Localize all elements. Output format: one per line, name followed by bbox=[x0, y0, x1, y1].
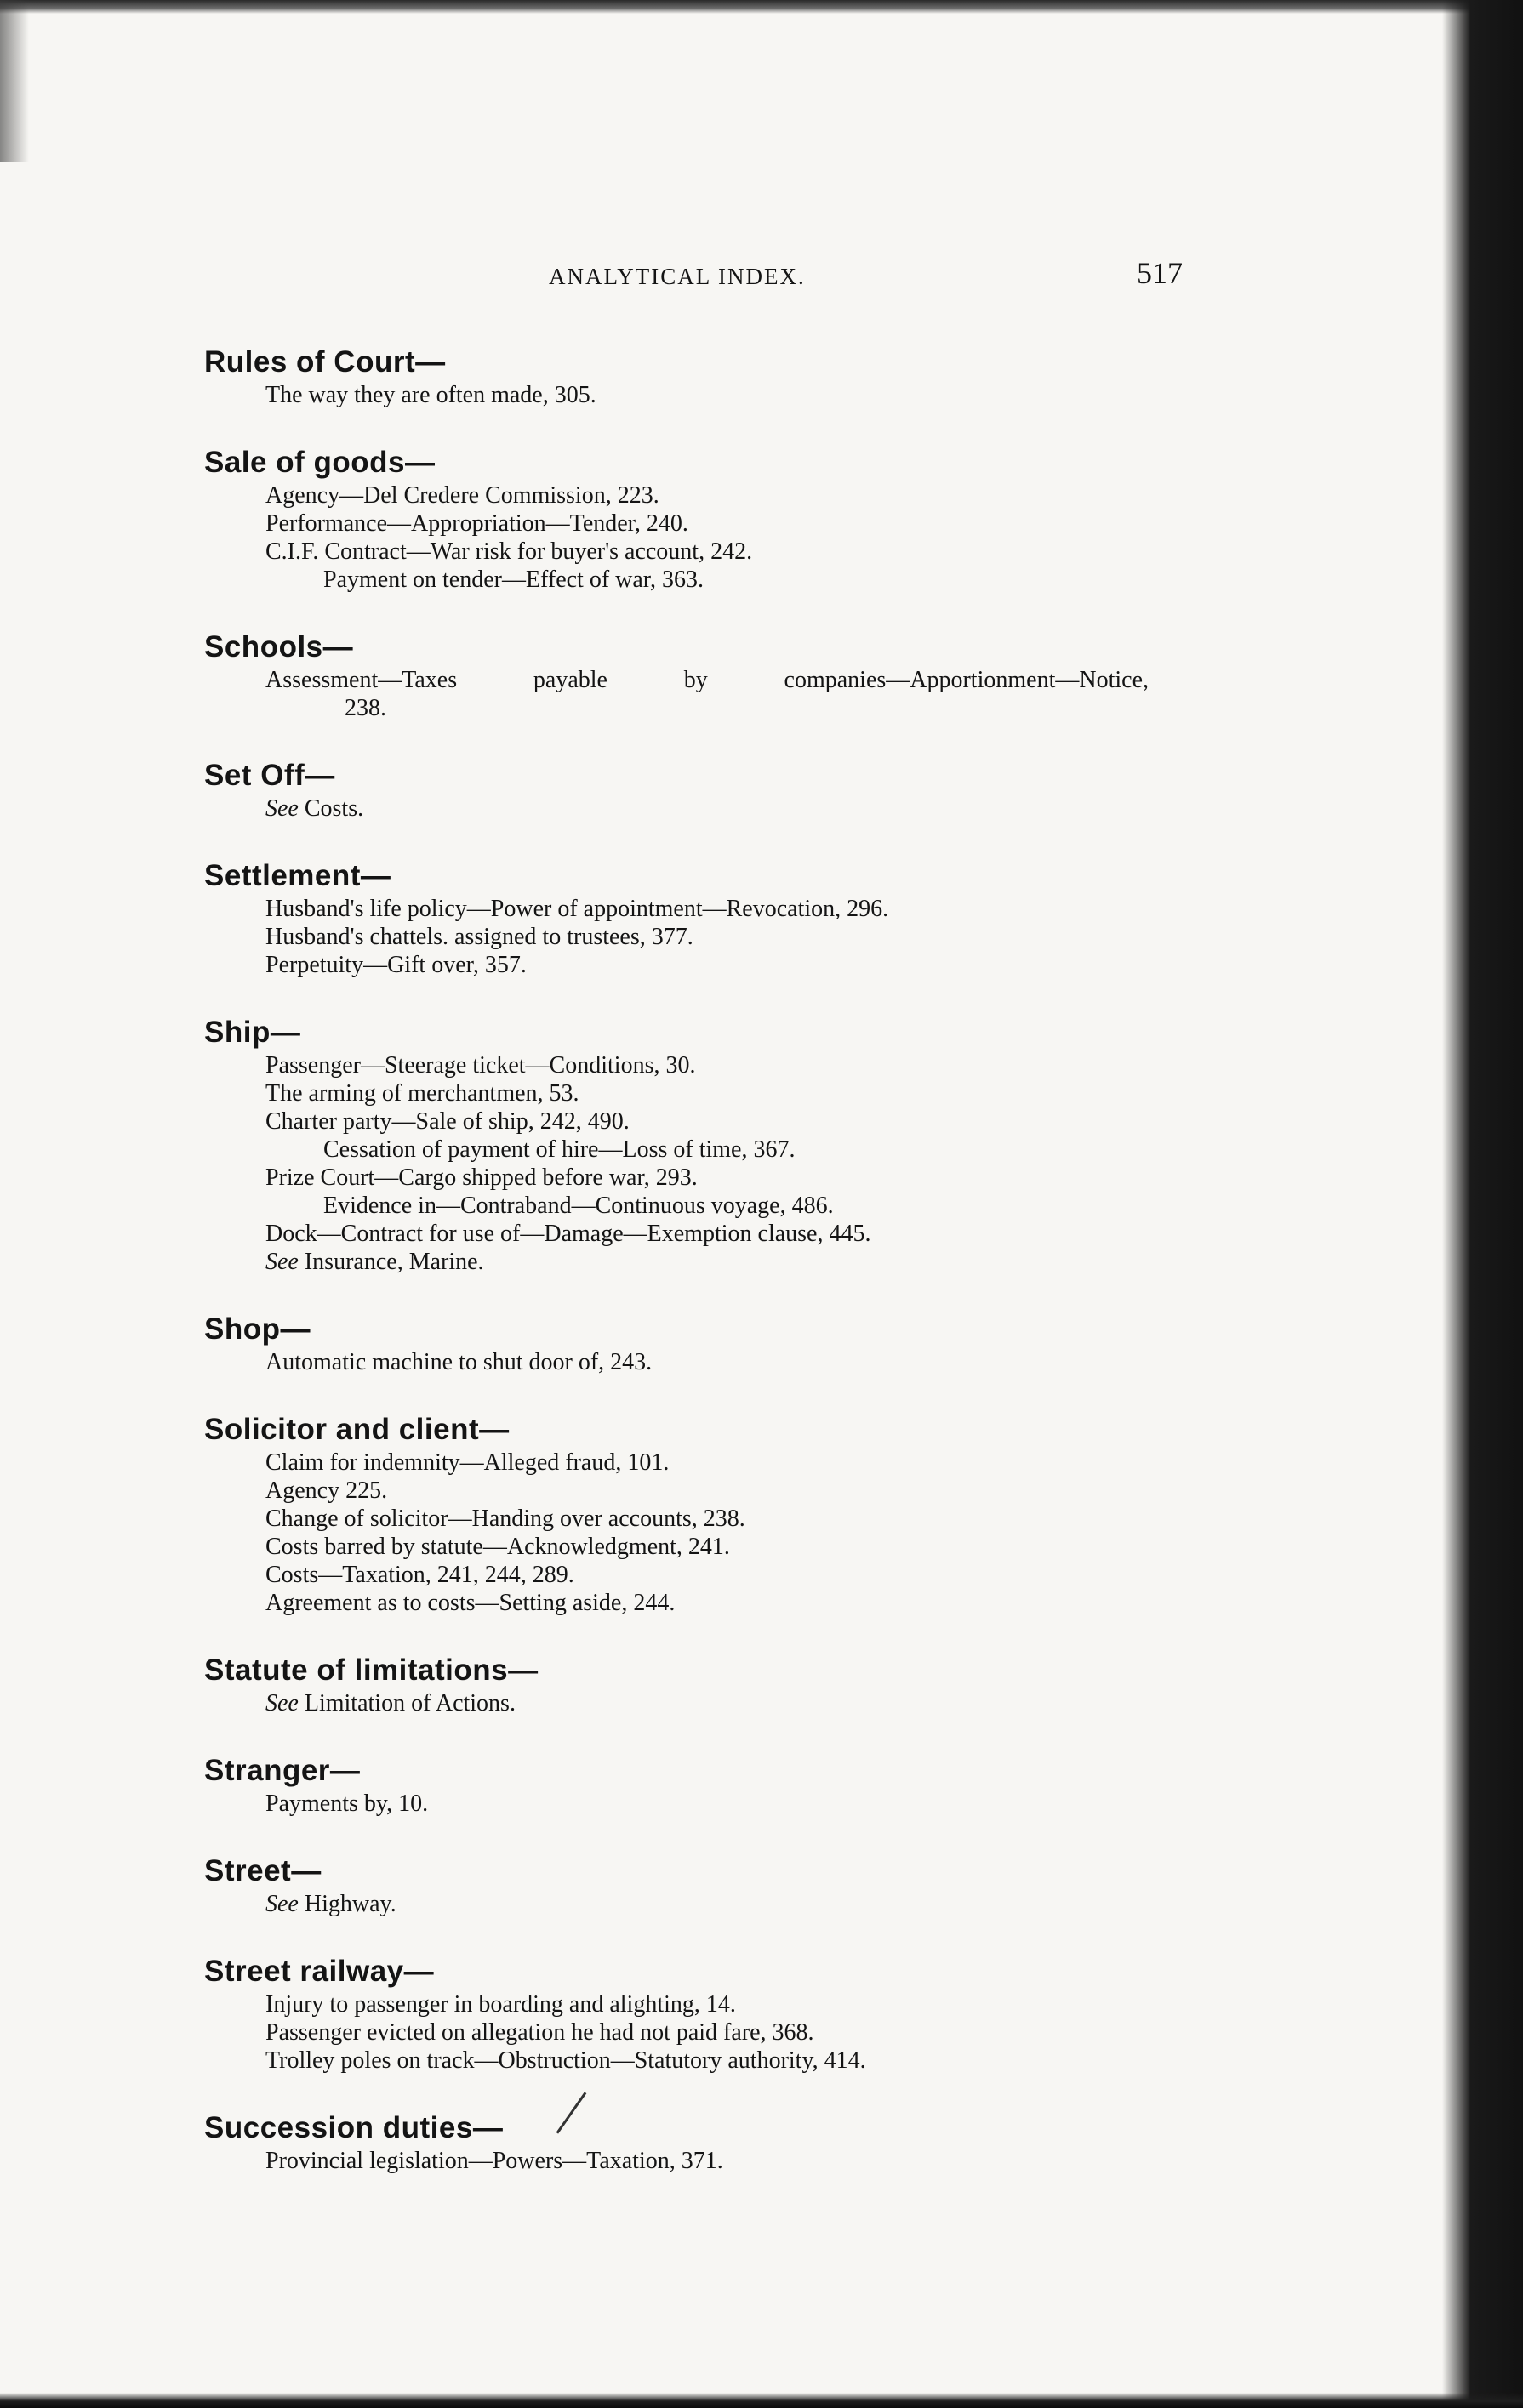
entry-item: Costs barred by statute—Acknowledgment, 241. bbox=[265, 1534, 730, 1560]
entry-items bbox=[204, 2147, 1183, 2175]
entry-item: Automatic machine to shut door of, 243. bbox=[265, 1349, 653, 1375]
entry-item: Claim for indemnity—Alleged fraud, 101. bbox=[265, 1449, 670, 1476]
entry-heading: Set Off— bbox=[204, 759, 335, 792]
entry-items bbox=[204, 381, 1183, 409]
entry-heading: Stranger— bbox=[204, 1754, 361, 1787]
index-entries bbox=[204, 344, 1183, 2175]
see-label: See bbox=[265, 1891, 299, 1917]
cross-reference-target: Limitation of Actions. bbox=[298, 1690, 516, 1716]
entry-items bbox=[204, 895, 1183, 979]
entry-items bbox=[204, 1449, 1183, 1617]
entry-cross-reference bbox=[204, 1890, 1183, 1918]
index-entry bbox=[204, 1652, 1183, 1717]
cross-reference-target: Insurance, Marine. bbox=[298, 1249, 484, 1275]
entry-items bbox=[204, 666, 1183, 722]
entry-heading: Sale of goods— bbox=[204, 446, 436, 479]
index-entry bbox=[204, 757, 1183, 823]
entry-cross-reference bbox=[204, 1689, 1183, 1717]
entry-item: Prize Court—Cargo shipped before war, 293. bbox=[265, 1164, 698, 1191]
entry-items bbox=[204, 1990, 1183, 2075]
entry-item: Agency—Del Credere Commission, 223. bbox=[265, 482, 659, 509]
entry-heading: Succession duties— bbox=[204, 2111, 504, 2144]
entry-items bbox=[204, 794, 1183, 823]
entry-heading: Statute of limitations— bbox=[204, 1654, 539, 1687]
scan-edge-top bbox=[0, 0, 1523, 14]
entry-heading: Street railway— bbox=[204, 1955, 435, 1988]
index-page bbox=[204, 255, 1183, 2210]
entry-heading: Shop— bbox=[204, 1312, 311, 1346]
index-entry bbox=[204, 2109, 1183, 2175]
cross-reference-target: Costs. bbox=[298, 795, 364, 822]
scan-edge-bottom bbox=[0, 2393, 1523, 2408]
entry-item: The arming of merchantmen, 53. bbox=[265, 1080, 579, 1107]
entry-items bbox=[204, 1790, 1183, 1818]
entry-heading: Ship— bbox=[204, 1016, 301, 1049]
see-label: See bbox=[265, 1690, 299, 1716]
entry-cross-reference bbox=[204, 794, 1183, 823]
entry-item: Husband's life policy—Power of appointment—Revocation, 296. bbox=[265, 896, 889, 922]
entry-item: Performance—Appropriation—Tender, 240. bbox=[265, 510, 688, 537]
entry-item: Change of solicitor—Handing over accounts, 238. bbox=[265, 1506, 745, 1532]
entry-item: Assessment—Taxes payable by companies—Apportionment—Notice, bbox=[265, 667, 1149, 693]
index-entry bbox=[204, 1752, 1183, 1818]
index-entry bbox=[204, 1853, 1183, 1918]
scan-edge-left bbox=[0, 0, 29, 162]
entry-item: Passenger—Steerage ticket—Conditions, 30. bbox=[265, 1052, 696, 1079]
entry-item: Charter party—Sale of ship, 242, 490. bbox=[265, 1108, 630, 1135]
entry-item: Dock—Contract for use of—Damage—Exemption clause, 445. bbox=[265, 1221, 871, 1247]
entry-item: Passenger evicted on allegation he had not paid fare, 368. bbox=[265, 2019, 814, 2046]
index-entry bbox=[204, 1014, 1183, 1276]
entry-heading: Schools— bbox=[204, 630, 354, 663]
entry-subitem: Payment on tender—Effect of war, 363. bbox=[323, 566, 704, 593]
entry-heading: Settlement— bbox=[204, 859, 391, 892]
see-label: See bbox=[265, 795, 299, 822]
entry-items bbox=[204, 481, 1183, 594]
entry-item: Agreement as to costs—Setting aside, 244. bbox=[265, 1590, 676, 1616]
entry-heading: Rules of Court— bbox=[204, 345, 446, 379]
entry-items bbox=[204, 1051, 1183, 1276]
entry-item-continuation: 238. bbox=[345, 695, 386, 721]
entry-item: The way they are often made, 305. bbox=[265, 382, 596, 408]
index-entry bbox=[204, 629, 1183, 722]
entry-item: Agency 225. bbox=[265, 1477, 388, 1504]
index-entry bbox=[204, 1311, 1183, 1376]
index-entry bbox=[204, 444, 1183, 594]
running-title: ANALYTICAL INDEX. bbox=[549, 264, 806, 289]
entry-item: Injury to passenger in boarding and alighting, 14. bbox=[265, 1991, 736, 2018]
entry-cross-reference bbox=[204, 1248, 1183, 1276]
entry-items bbox=[204, 1890, 1183, 1918]
index-entry bbox=[204, 857, 1183, 979]
entry-heading: Solicitor and client— bbox=[204, 1413, 510, 1446]
page-number: 517 bbox=[1137, 256, 1183, 290]
index-entry bbox=[204, 1953, 1183, 2075]
entry-item: Provincial legislation—Powers—Taxation, 371. bbox=[265, 2148, 723, 2174]
running-head bbox=[204, 255, 1183, 306]
entry-item: Payments by, 10. bbox=[265, 1790, 429, 1817]
entry-items bbox=[204, 1689, 1183, 1717]
see-label: See bbox=[265, 1249, 299, 1275]
entry-item: Costs—Taxation, 241, 244, 289. bbox=[265, 1562, 574, 1588]
entry-subitem: Evidence in—Contraband—Continuous voyage, 486. bbox=[323, 1193, 834, 1219]
entry-subitem: Cessation of payment of hire—Loss of time, 367. bbox=[323, 1136, 796, 1163]
entry-item: Trolley poles on track—Obstruction—Statutory authority, 414. bbox=[265, 2047, 866, 2074]
scan-edge-right bbox=[1442, 0, 1523, 2408]
cross-reference-target: Highway. bbox=[298, 1891, 396, 1917]
index-entry bbox=[204, 1411, 1183, 1617]
entry-item: Husband's chattels. assigned to trustees, 377. bbox=[265, 924, 693, 950]
index-entry bbox=[204, 344, 1183, 409]
entry-item: Perpetuity—Gift over, 357. bbox=[265, 952, 527, 978]
entry-items bbox=[204, 1348, 1183, 1376]
entry-heading: Street— bbox=[204, 1854, 322, 1887]
entry-item: C.I.F. Contract—War risk for buyer's account, 242. bbox=[265, 538, 753, 565]
